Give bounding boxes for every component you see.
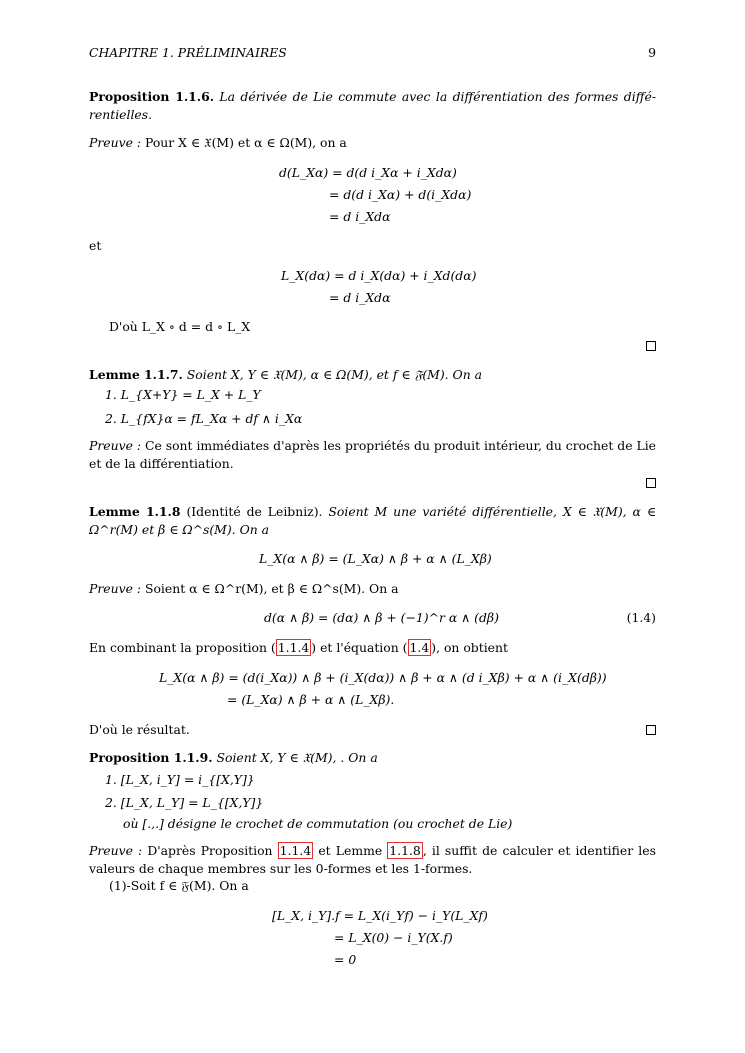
equation-link[interactable]: 1.4: [409, 640, 430, 655]
proposition-1-1-6: [89, 88, 656, 124]
equation-line: = L_X(0) − i_Y(X.f): [334, 930, 453, 945]
lemma-proof: [89, 437, 656, 473]
equation-line: = (L_Xα) ∧ β + α ∧ (L_Xβ).: [227, 692, 395, 707]
equation-line: L_X(α ∧ β) = (L_Xα) ∧ β + α ∧ (L_Xβ): [259, 551, 492, 566]
sentence-part: En combinant la proposition: [89, 640, 267, 655]
proposition-label: Proposition 1.1.9.: [89, 750, 213, 765]
lemma-link[interactable]: 1.1.8: [389, 843, 421, 858]
equation-number: (1.4): [626, 610, 656, 625]
proposition-link[interactable]: 1.1.4: [277, 640, 310, 655]
running-header: [89, 44, 656, 62]
proposition-proof: [89, 842, 656, 878]
sentence-part: , il suffit de calculer et identifier les valeurs de chaque membres sur les 0-formes et les 1-formes.: [89, 843, 656, 876]
proof-label: Preuve :: [89, 843, 143, 858]
proof-conclusion: D'où L_X ∘ d = d ∘ L_X: [109, 319, 251, 334]
list-item: 2. [L_X, L_Y] = L_{[X,Y]}: [105, 795, 264, 810]
equation-line: L_X(dα) = d i_X(dα) + i_Xd(dα): [281, 268, 477, 283]
page-number: 9: [648, 45, 656, 60]
proof-label: Preuve :: [89, 135, 142, 150]
lemma-1-1-7: [89, 366, 656, 384]
equation-line: = d i_Xdα: [329, 290, 391, 305]
proposition-note: où [.,.] désigne le crochet de commutation (ou crochet de Lie): [123, 816, 513, 831]
proposition-label: Proposition 1.1.6.: [89, 89, 215, 104]
lemma-statement: Soient X, Y ∈ 𝔛(M), α ∈ Ω(M), et f ∈ 𝔉(M). On a: [186, 367, 483, 382]
qed-square-icon: [646, 478, 656, 488]
sentence-part: et Lemme: [318, 843, 383, 858]
proof-label: Preuve :: [89, 438, 142, 453]
equation-line: [L_X, i_Y].f = L_X(i_Yf) − i_Y(L_Xf): [272, 908, 488, 923]
lemma-label: Lemme 1.1.7.: [89, 367, 183, 382]
lemma-label: Lemme 1.1.8: [89, 504, 181, 519]
proof-text: Ce sont immédiates d'après les propriétés du produit intérieur, du crochet de Lie et de la différentiation.: [89, 438, 656, 471]
proof-step: (1)-Soit f ∈ 𝔉(M). On a: [109, 878, 249, 893]
list-item: 1. L_{X+Y} = L_X + L_Y: [105, 387, 261, 402]
equation-line: d(α ∧ β) = (dα) ∧ β + (−1)^r α ∧ (dβ): [264, 610, 499, 625]
equation-line: d(L_Xα) = d(d i_Xα + i_Xdα): [279, 165, 457, 180]
combination-sentence: En combinant la proposition ( 1.1.4 ) et l'équation ( 1.4 ), on obtient: [89, 640, 508, 655]
proof-label: Preuve :: [89, 581, 142, 596]
document-page: [89, 0, 656, 1053]
equation-line: = 0: [334, 952, 357, 967]
sentence-part: et l'équation: [320, 640, 399, 655]
chapter-title: CHAPITRE 1. PRÉLIMINAIRES: [89, 45, 287, 60]
equation-line: = d(d i_Xα) + d(i_Xdα): [329, 187, 472, 202]
sentence-part: D'après Proposition: [147, 843, 273, 858]
proof-text: Pour X ∈ 𝔛(M) et α ∈ Ω(M), on a: [144, 135, 347, 150]
connector-text: et: [89, 238, 102, 253]
lemma-statement: Soient M une variété différentielle, X ∈ 𝔛(M), α ∈ Ω^r(M) et β ∈ Ω^s(M). On a: [89, 504, 656, 537]
qed-square-icon: [646, 341, 656, 351]
qed-square-icon: [646, 725, 656, 735]
result-text: D'où le résultat.: [89, 722, 190, 737]
proposition-statement: La dérivée de Lie commute avec la différentiation des formes diffé-rentielles.: [89, 89, 657, 122]
equation-line: L_X(α ∧ β) = (d(i_Xα)) ∧ β + (i_X(dα)) ∧ β + α ∧ (d i_Xβ) + α ∧ (i_X(dβ)): [159, 670, 607, 685]
sentence-part: , on obtient: [436, 640, 508, 655]
lemma-1-1-8: [89, 503, 656, 539]
lemma-name: (Identité de Leibniz).: [186, 504, 323, 519]
list-item: 2. L_{fX}α = fL_Xα + df ∧ i_Xα: [105, 411, 303, 426]
proof-text: Soient α ∈ Ω^r(M), et β ∈ Ω^s(M). On a: [144, 581, 399, 596]
proof-intro: [89, 134, 656, 152]
equation-line: = d i_Xdα: [329, 209, 391, 224]
proposition-statement: Soient X, Y ∈ 𝔛(M), . On a: [216, 750, 378, 765]
list-item: 1. [L_X, i_Y] = i_{[X,Y]}: [105, 772, 255, 787]
proposition-1-1-9: [89, 749, 656, 767]
proof-intro: [89, 580, 656, 598]
proposition-link[interactable]: 1.1.4: [279, 843, 312, 858]
